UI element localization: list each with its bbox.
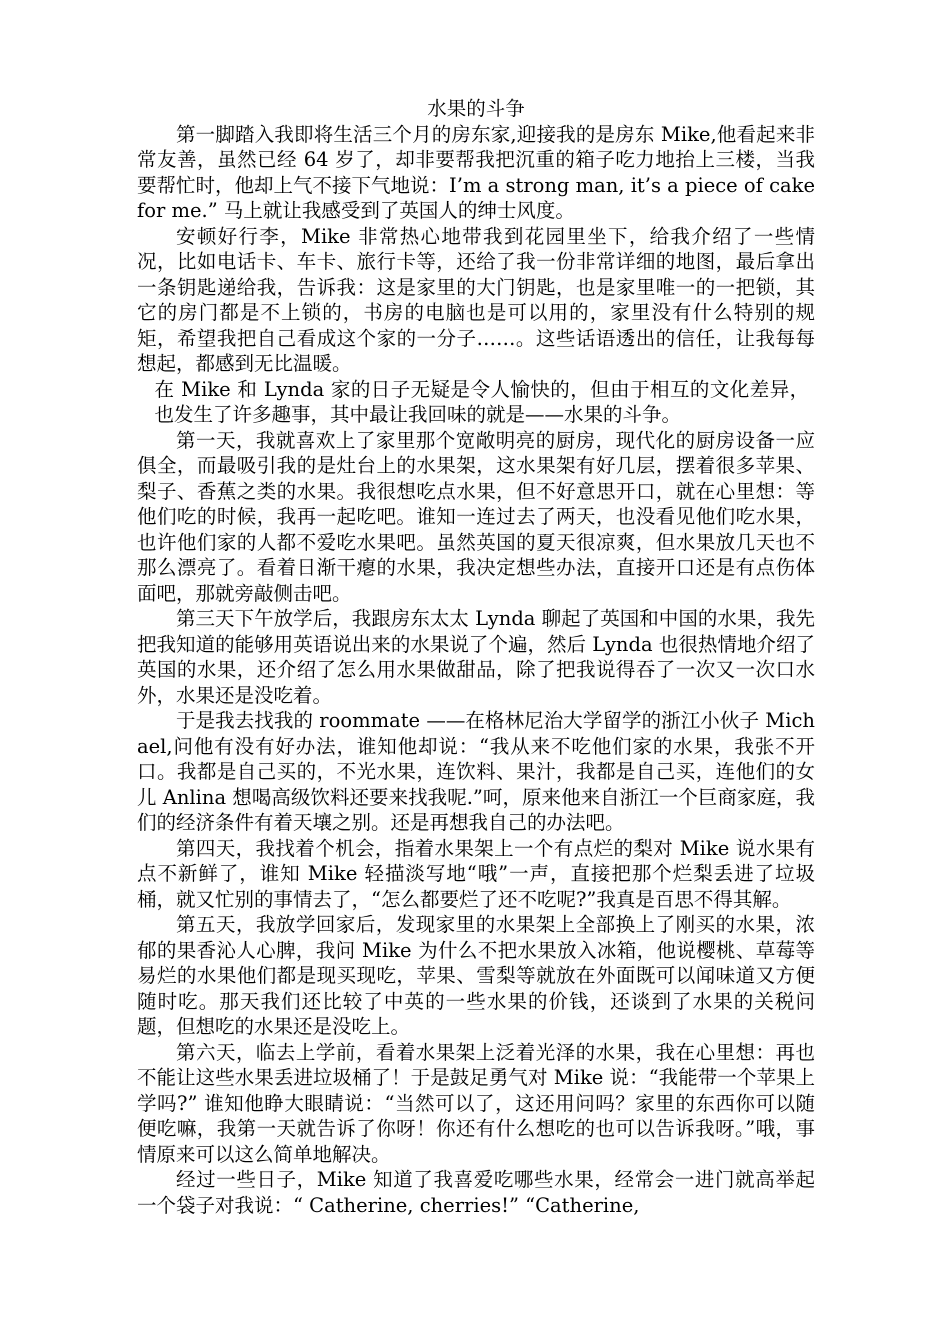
paragraph-day-five: 第五天，我放学回家后，发现家里的水果架上全部换上了刚买的水果，浓郁的果香沁人心脾，我问 Mike 为什么不把水果放入冰箱，他说樱桃、草莓等易烂的水果他们都是现买现吃，苹果、雪梨等就放在外面既可以闻味道又方便随时吃。那天我们还比较了中英的一些水果的价钱，还谈到了水果的关税问题，但想吃的水果还是没吃上。 <box>137 913 815 1038</box>
document-page <box>137 96 815 1218</box>
paragraph-settling-in: 安顿好行李，Mike 非常热心地带我到花园里坐下，给我介绍了一些情况，比如电话卡、车卡、旅行卡等，还给了我一份非常详细的地图，最后拿出一条钥匙递给我，告诉我：这是家里的大门钥匙，也是家里唯一的一把锁，其它的房门都是不上锁的，书房的电脑也是可以用的，家里没有什么特别的规矩，希望我把自己看成这个家的一分子……。这些话语透出的信任，让我每每想起，都感到无比温暖。 <box>137 224 815 375</box>
paragraph-fruit-struggle-intro: 在 Mike 和 Lynda 家的日子无疑是令人愉快的，但由于相互的文化差异，也发生了许多趣事，其中最让我回味的就是——水果的斗争。 <box>154 377 810 426</box>
document-title: 水果的斗争 <box>427 97 525 120</box>
paragraph-day-one: 第一天，我就喜欢上了家里那个宽敞明亮的厨房，现代化的厨房设备一应俱全，而最吸引我的是灶台上的水果架，这水果架有好几层，摆着很多苹果、梨子、香蕉之类的水果。我很想吃点水果，但不好意思开口，就在心里想：等他们吃的时候，我再一起吃吧。谁知一连过去了两天，也没看见他们吃水果，也许他们家的人都不爱吃水果吧。虽然英国的夏天很凉爽，但水果放几天也不那么漂亮了。看着日渐干瘪的水果，我决定想些办法，直接开口还是有点伤体面吧，那就旁敲侧击吧。 <box>137 428 815 605</box>
paragraph-later-days: 经过一些日子，Mike 知道了我喜爱吃哪些水果，经常会一进门就高举起一个袋子对我说：“ Catherine, cherries!” “Catherine, <box>137 1168 815 1217</box>
paragraph-arrival: 第一脚踏入我即将生活三个月的房东家,迎接我的是房东 Mike,他看起来非常友善，虽然已经 64 岁了，却非要帮我把沉重的箱子吃力地抬上三楼，当我要帮忙时，他却上气不接下气地说：I’m a strong man, it’s a piece of cake for me.” 马上就让我感受到了英国人的绅士风度。 <box>137 122 815 222</box>
paragraph-day-three: 第三天下午放学后，我跟房东太太 Lynda 聊起了英国和中国的水果，我先把我知道的能够用英语说出来的水果说了个遍，然后 Lynda 也很热情地介绍了英国的水果，还介绍了怎么用水果做甜品，除了把我说得吞了一次又一次口水外，水果还是没吃着。 <box>137 607 815 707</box>
paragraph-day-six: 第六天，临去上学前，看着水果架上泛着光泽的水果，我在心里想：再也不能让这些水果丢进垃圾桶了！于是鼓足勇气对 Mike 说：“我能带一个苹果上学吗?” 谁知他睁大眼睛说：“当然可以了，这还用问吗？家里的东西你可以随便吃嘛，我第一天就告诉了你呀！你还有什么想吃的也可以告诉我呀。”哦，事情原来可以这么简单地解决。 <box>137 1040 815 1166</box>
paragraph-day-four: 第四天，我找着个机会，指着水果架上一个有点烂的梨对 Mike 说水果有点不新鲜了，谁知 Mike 轻描淡写地“哦”一声，直接把那个烂梨丢进了垃圾桶，就又忙别的事情去了，“怎么都要烂了还不吃呢?”我真是百思不得其解。 <box>137 836 815 911</box>
paragraph-roommate: 于是我去找我的 roommate ——在格林尼治大学留学的浙江小伙子 Michael,问他有没有好办法，谁知他却说：“我从来不吃他们家的水果，我张不开口。我都是自己买的，不光水果，连饮料、果汁，我都是自己买，连他们的女儿 Anlina 想喝高级饮料还要来找我呢.”呵，原来他来自浙江一个巨商家庭，我们的经济条件有着天壤之别。还是再想我自己的办法吧。 <box>137 709 815 834</box>
